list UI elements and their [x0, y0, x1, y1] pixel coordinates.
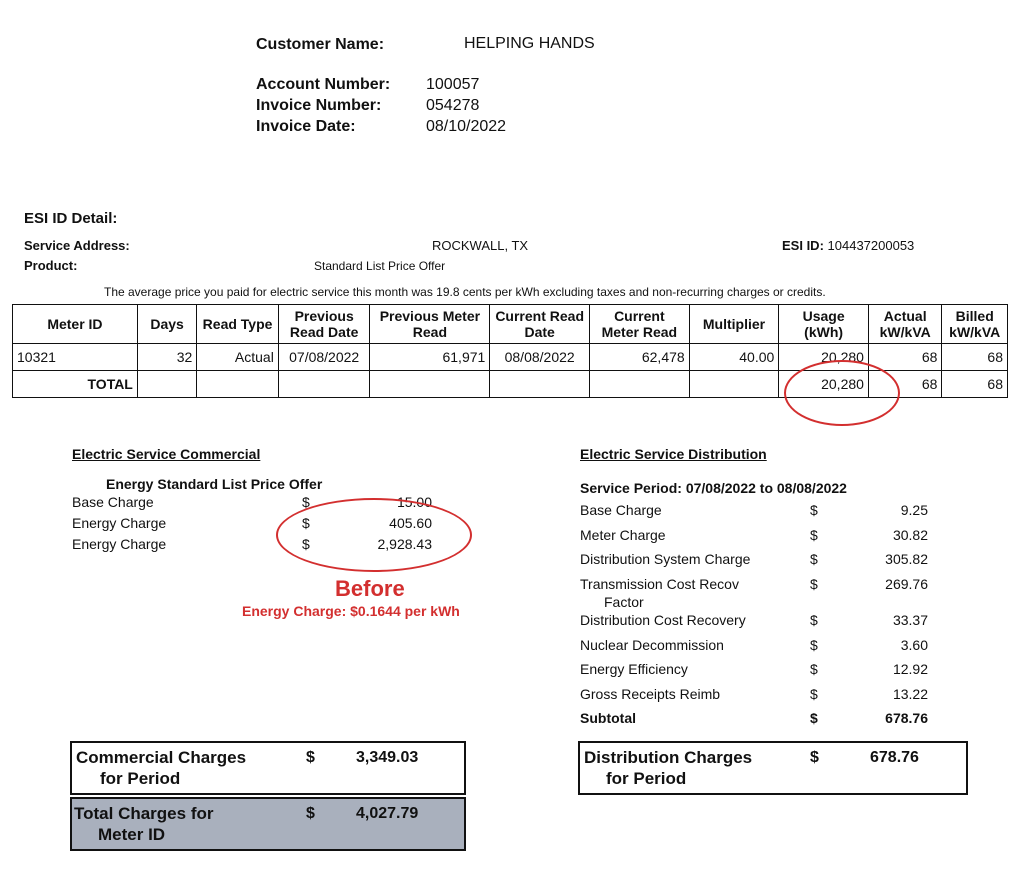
cell-empty [590, 371, 690, 398]
line-amount: 3.60 [900, 637, 928, 653]
currency-symbol: $ [810, 502, 818, 518]
line-item: Nuclear Decommission [580, 637, 724, 653]
col-prev-read-date: Previous Read Date [278, 305, 370, 344]
line-amount: 405.60 [389, 515, 432, 531]
line-item: Transmission Cost Recov [580, 576, 739, 592]
line-item: Gross Receipts Reimb [580, 686, 721, 702]
col-cur-meter-read: Current Meter Read [590, 305, 690, 344]
currency-symbol: $ [810, 527, 818, 543]
service-address-label: Service Address: [24, 238, 130, 253]
invoice-number-label: Invoice Number: [256, 97, 382, 114]
cell-days: 32 [137, 344, 196, 371]
currency-symbol: $ [810, 710, 818, 726]
col-usage: Usage (kWh) [779, 305, 869, 344]
currency-symbol: $ [810, 637, 818, 653]
total-charges-label-2: Meter ID [98, 825, 166, 844]
currency-symbol: $ [306, 805, 315, 822]
cell-empty [490, 371, 590, 398]
esi-id-label: ESI ID: [782, 238, 824, 253]
col-billed-kw: Billed kW/kVA [942, 305, 1008, 344]
cell-total-actual-kw: 68 [868, 371, 942, 398]
line-amount: 13.22 [892, 686, 928, 702]
table-header-row [13, 305, 1008, 344]
invoice-date-label: Invoice Date: [256, 118, 356, 135]
commercial-charges-label: Commercial Charges [76, 748, 247, 767]
cell-meter-id: 10321 [13, 344, 138, 371]
commercial-subtitle: Energy Standard List Price Offer [106, 476, 323, 492]
col-read-type: Read Type [197, 305, 279, 344]
line-item: Energy Charge [72, 515, 167, 531]
distribution-title: Electric Service Distribution [580, 446, 767, 462]
cell-total-label: TOTAL [13, 371, 138, 398]
line-item: Meter Charge [580, 527, 666, 543]
cell-empty [370, 371, 490, 398]
total-charges-label: Total Charges for [74, 804, 214, 823]
line-amount: 269.76 [885, 576, 928, 592]
cell-empty [689, 371, 779, 398]
invoice-number: 054278 [426, 97, 480, 114]
col-actual-kw: Actual kW/kVA [868, 305, 942, 344]
line-item: Distribution System Charge [580, 551, 751, 567]
line-item: Distribution Cost Recovery [580, 612, 746, 628]
invoice-date: 08/10/2022 [426, 118, 507, 135]
col-meter-id: Meter ID [13, 305, 138, 344]
line-item: Base Charge [580, 502, 662, 518]
currency-symbol: $ [302, 515, 310, 531]
cell-prev-read-date: 07/08/2022 [278, 344, 370, 371]
distribution-charges-amount: 678.76 [870, 749, 919, 766]
before-annotation-text: Energy Charge: $0.1644 per kWh [242, 603, 460, 619]
commercial-charges-label-2: for Period [100, 769, 181, 788]
cell-read-type: Actual [197, 344, 279, 371]
currency-symbol: $ [302, 536, 310, 552]
col-multiplier: Multiplier [689, 305, 779, 344]
cell-usage: 20,280 [779, 344, 869, 371]
line-amount: 2,928.43 [377, 536, 432, 552]
product-label: Product: [24, 258, 78, 273]
line-amount: 15.00 [396, 494, 432, 510]
total-charges-box [70, 797, 466, 851]
esi-detail-title: ESI ID Detail: [24, 210, 118, 227]
service-address: ROCKWALL, TX [432, 238, 529, 253]
cell-total-usage: 20,280 [779, 371, 869, 398]
account-number-label: Account Number: [256, 76, 391, 93]
cell-prev-meter-read: 61,971 [370, 344, 490, 371]
distribution-charges-label-2: for Period [606, 769, 687, 788]
customer-name: HELPING HANDS [464, 35, 595, 52]
cell-empty [197, 371, 279, 398]
service-period: Service Period: 07/08/2022 to 08/08/2022 [580, 480, 847, 496]
line-item: Energy Efficiency [580, 661, 688, 677]
cell-empty [137, 371, 196, 398]
currency-symbol: $ [306, 749, 315, 766]
currency-symbol: $ [810, 612, 818, 628]
line-amount: 12.92 [892, 661, 928, 677]
subtotal-label: Subtotal [580, 710, 636, 726]
commercial-charges-box [70, 741, 466, 795]
col-days: Days [137, 305, 196, 344]
distribution-charges-label: Distribution Charges [584, 748, 753, 767]
product-name: Standard List Price Offer [314, 259, 446, 273]
total-charges-amount: 4,027.79 [356, 805, 419, 822]
distribution-charges-box [578, 741, 968, 795]
account-number: 100057 [426, 76, 480, 93]
cell-actual-kw: 68 [868, 344, 942, 371]
cell-empty [278, 371, 370, 398]
col-cur-read-date: Current Read Date [490, 305, 590, 344]
esi-id-row [782, 238, 914, 253]
cell-cur-read-date: 08/08/2022 [490, 344, 590, 371]
cell-cur-meter-read: 62,478 [590, 344, 690, 371]
currency-symbol: $ [302, 494, 310, 510]
line-item: Energy Charge [72, 536, 167, 552]
line-amount: 30.82 [892, 527, 928, 543]
customer-name-label: Customer Name: [256, 36, 385, 53]
commercial-charges-amount: 3,349.03 [356, 749, 419, 766]
usage-highlight-circle [784, 360, 900, 426]
col-prev-meter-read: Previous Meter Read [370, 305, 490, 344]
esi-id: 104437200053 [827, 238, 915, 253]
currency-symbol: $ [810, 686, 818, 702]
cell-billed-kw: 68 [942, 344, 1008, 371]
line-amount: 33.37 [892, 612, 928, 628]
currency-symbol: $ [810, 661, 818, 677]
average-price-note: The average price you paid for electric service this month was 19.8 cents per kWh excluding taxes and non-recurring charges or credits. [104, 285, 826, 299]
cell-total-billed-kw: 68 [942, 371, 1008, 398]
currency-symbol: $ [810, 551, 818, 567]
currency-symbol: $ [810, 749, 819, 766]
line-item: Base Charge [72, 494, 154, 510]
cell-multiplier: 40.00 [689, 344, 779, 371]
energy-charge-highlight-circle [276, 498, 472, 572]
line-amount: 305.82 [885, 551, 928, 567]
currency-symbol: $ [810, 576, 818, 592]
subtotal-amount: 678.76 [885, 710, 928, 726]
line-amount: 9.25 [900, 502, 928, 518]
line-item-continued: Factor [604, 594, 644, 610]
commercial-title: Electric Service Commercial [72, 446, 261, 462]
before-annotation-title: Before [335, 576, 405, 601]
